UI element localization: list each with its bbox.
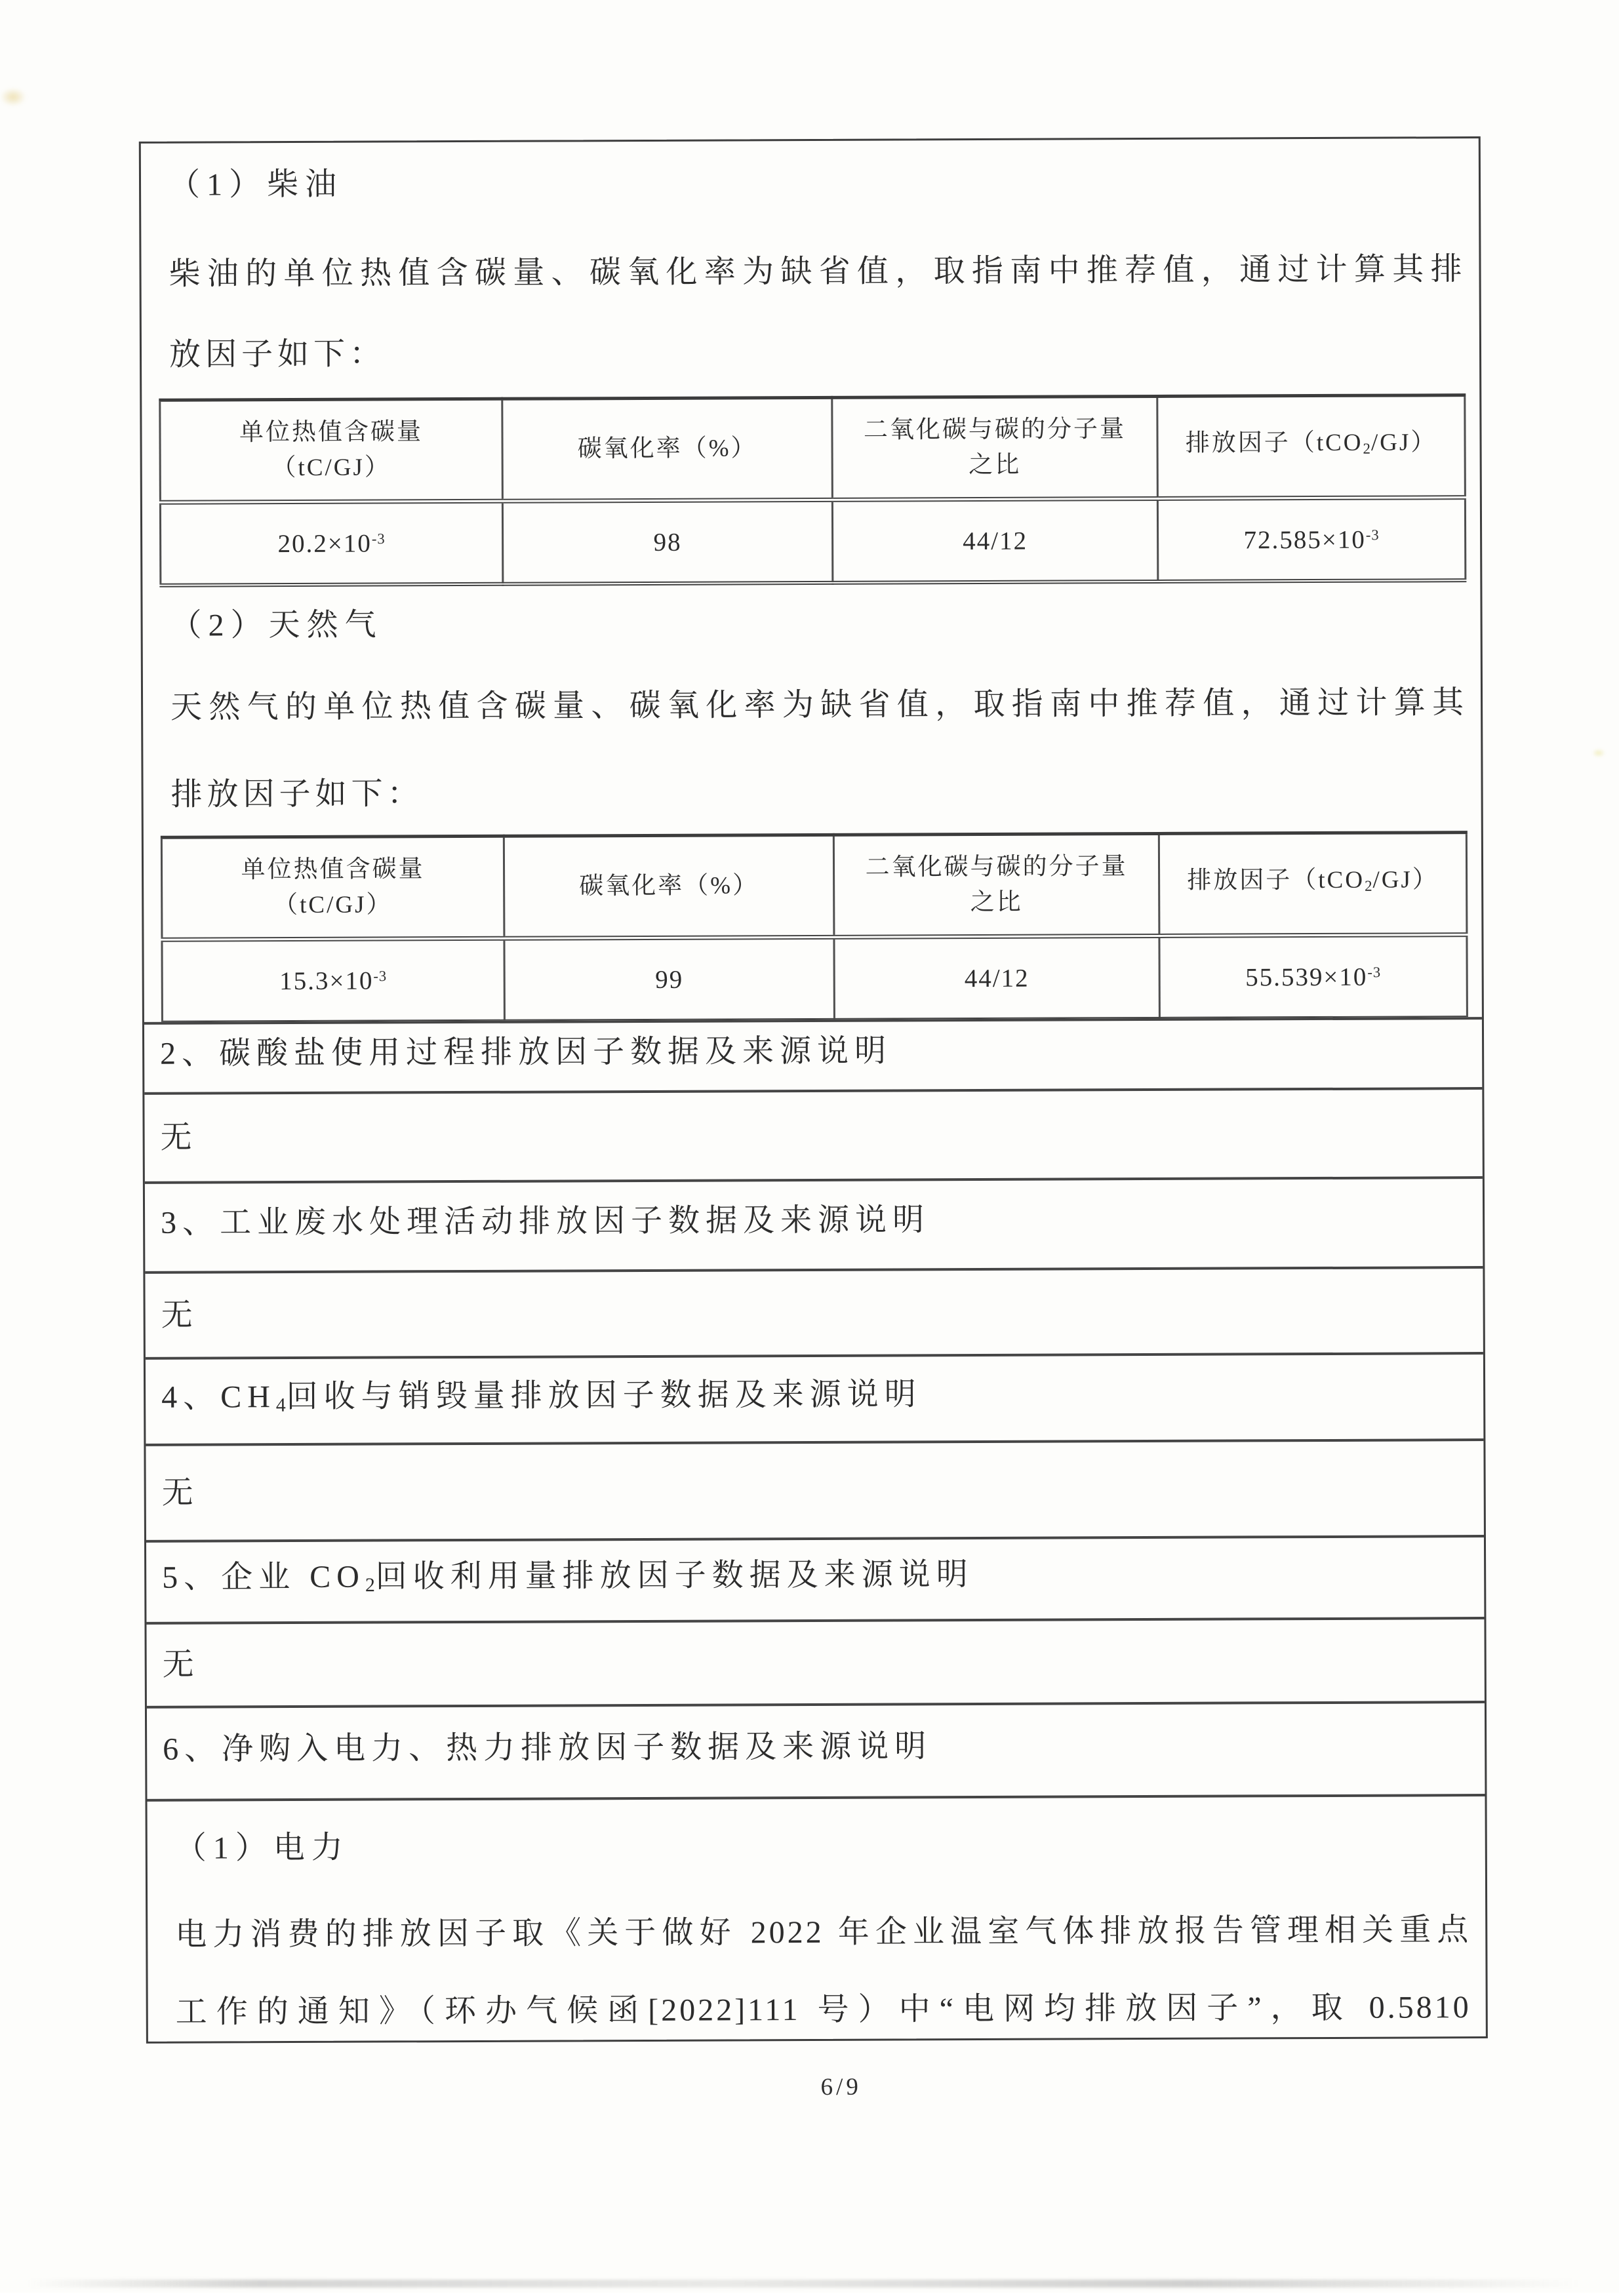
none-value: 无 bbox=[163, 1646, 200, 1685]
header-molecular-ratio bbox=[832, 396, 1158, 500]
diesel-molecular-ratio-value: 44/12 bbox=[832, 498, 1157, 582]
diesel-paragraph-line-1: 柴油的单位热值含碳量、碳氧化率为缺省值，取指南中推荐值，通过计算其排 bbox=[169, 250, 1464, 294]
header-molecular-ratio-line1: 二氧化碳与碳的分子量 bbox=[839, 849, 1154, 886]
title-pre: 2、碳酸盐使用过程排放因子数据及来源说明 bbox=[160, 1034, 892, 1071]
section-title-text bbox=[160, 1032, 892, 1082]
title-pre: 6、净购入电力、热力排放因子数据及来源说明 bbox=[163, 1729, 932, 1767]
header-molecular-ratio-line1: 二氧化碳与碳的分子量 bbox=[837, 412, 1152, 448]
header-emission-factor bbox=[1157, 395, 1466, 499]
natural-gas-molecular-ratio-value: 44/12 bbox=[834, 936, 1159, 1019]
natural-gas-factor-table bbox=[161, 831, 1468, 1022]
diesel-emission-factor-base: 72.585×10 bbox=[1243, 525, 1365, 554]
document-border-box bbox=[139, 136, 1488, 2044]
header-emission-factor-sub: 2 bbox=[1365, 878, 1373, 894]
section-value-wastewater bbox=[145, 1266, 1483, 1357]
diesel-carbon-content-exp: -3 bbox=[372, 530, 386, 547]
header-carbon-content bbox=[161, 836, 504, 940]
diesel-emission-factor-exp: -3 bbox=[1366, 526, 1380, 543]
electricity-heading: （1）电力 bbox=[175, 1824, 1475, 1869]
diesel-carbon-content-value bbox=[160, 501, 502, 585]
natural-gas-oxidation-rate-value: 99 bbox=[504, 937, 834, 1021]
header-carbon-content-line1: 单位热值含碳量 bbox=[167, 852, 499, 888]
header-molecular-ratio-line2: 之比 bbox=[837, 447, 1153, 484]
header-emission-factor-pre: 排放因子（tCO bbox=[1186, 429, 1363, 457]
header-carbon-content-line2: （tC/GJ） bbox=[165, 450, 498, 486]
electricity-paragraph-line-2: 工作的通知》（环办气候函[2022]111 号）中“电网均排放因子”，取 0.5810 bbox=[176, 1988, 1471, 2032]
diesel-table-value-row bbox=[160, 498, 1465, 585]
header-carbon-content-line1: 单位热值含碳量 bbox=[165, 414, 497, 451]
natural-gas-emission-factor-value bbox=[1159, 935, 1467, 1019]
header-emission-factor-sub: 2 bbox=[1363, 441, 1371, 457]
section-title-text bbox=[162, 1555, 974, 1606]
natural-gas-paragraph-line-2: 排放因子如下： bbox=[170, 770, 1466, 815]
fuel-factors-section bbox=[141, 138, 1482, 1022]
natural-gas-paragraph-line-1: 天然气的单位热值含碳量、碳氧化率为缺省值，取指南中推荐值，通过计算其 bbox=[170, 683, 1466, 728]
natural-gas-carbon-content-exp: -3 bbox=[373, 968, 387, 984]
title-post: 回收利用量排放因子数据及来源说明 bbox=[376, 1557, 974, 1594]
diesel-paragraph-line-2: 放因子如下： bbox=[169, 330, 1465, 375]
header-emission-factor-post: /GJ） bbox=[1372, 867, 1439, 894]
electricity-section bbox=[147, 1794, 1485, 2042]
natural-gas-emission-factor-exp: -3 bbox=[1367, 964, 1381, 980]
natural-gas-heading: （2）天然气 bbox=[170, 601, 1470, 646]
section-title-text bbox=[161, 1375, 922, 1425]
natural-gas-carbon-content-value bbox=[162, 938, 504, 1022]
title-post: 回收与销毁量排放因子数据及来源说明 bbox=[287, 1377, 922, 1414]
title-sub: 4 bbox=[276, 1394, 287, 1415]
natural-gas-carbon-content-base: 15.3×10 bbox=[279, 966, 373, 995]
section-value-co2-recycling bbox=[146, 1617, 1484, 1706]
section-title-text bbox=[163, 1727, 932, 1777]
header-molecular-ratio bbox=[833, 833, 1159, 937]
title-pre: 4、CH bbox=[161, 1379, 276, 1415]
diesel-table-header-row bbox=[160, 395, 1466, 503]
header-emission-factor-post: /GJ） bbox=[1371, 429, 1437, 456]
natural-gas-table-header-row bbox=[161, 833, 1467, 940]
section-title-purchased-power bbox=[147, 1701, 1485, 1799]
section-value-ch4-recovery bbox=[146, 1438, 1484, 1540]
header-oxidation-rate: 碳氧化率（%） bbox=[502, 397, 833, 501]
diesel-oxidation-rate-value: 98 bbox=[502, 500, 832, 584]
section-value-carbonate bbox=[144, 1087, 1483, 1181]
title-pre: 5、企业 CO bbox=[162, 1560, 365, 1595]
natural-gas-table-value-row bbox=[162, 935, 1467, 1022]
header-carbon-content-line2: （tC/GJ） bbox=[167, 887, 499, 924]
diesel-carbon-content-base: 20.2×10 bbox=[278, 529, 372, 558]
none-value: 无 bbox=[161, 1296, 199, 1335]
section-title-co2-recycling bbox=[146, 1535, 1484, 1622]
section-title-text bbox=[161, 1201, 930, 1252]
header-emission-factor bbox=[1159, 833, 1467, 936]
section-title-ch4-recovery bbox=[146, 1352, 1483, 1444]
none-value: 无 bbox=[162, 1473, 199, 1513]
section-title-carbonate bbox=[144, 1017, 1482, 1092]
diesel-factor-table bbox=[159, 393, 1466, 587]
header-oxidation-rate: 碳氧化率（%） bbox=[504, 835, 834, 938]
electricity-paragraph-line-1: 电力消费的排放因子取《关于做好 2022 年企业温室气体排放报告管理相关重点 bbox=[175, 1910, 1471, 1955]
none-value: 无 bbox=[161, 1118, 198, 1158]
section-title-wastewater bbox=[145, 1176, 1483, 1271]
diesel-heading: （1）柴油 bbox=[169, 161, 1468, 205]
natural-gas-emission-factor-base: 55.539×10 bbox=[1245, 962, 1367, 991]
header-carbon-content bbox=[160, 399, 503, 502]
diesel-emission-factor-value bbox=[1157, 498, 1465, 582]
header-emission-factor-pre: 排放因子（tCO bbox=[1187, 867, 1365, 894]
header-molecular-ratio-line2: 之比 bbox=[839, 884, 1154, 921]
title-sub: 2 bbox=[365, 1574, 376, 1596]
title-pre: 3、工业废水处理活动排放因子数据及来源说明 bbox=[161, 1203, 930, 1241]
page-number: 6/9 bbox=[820, 2073, 861, 2101]
